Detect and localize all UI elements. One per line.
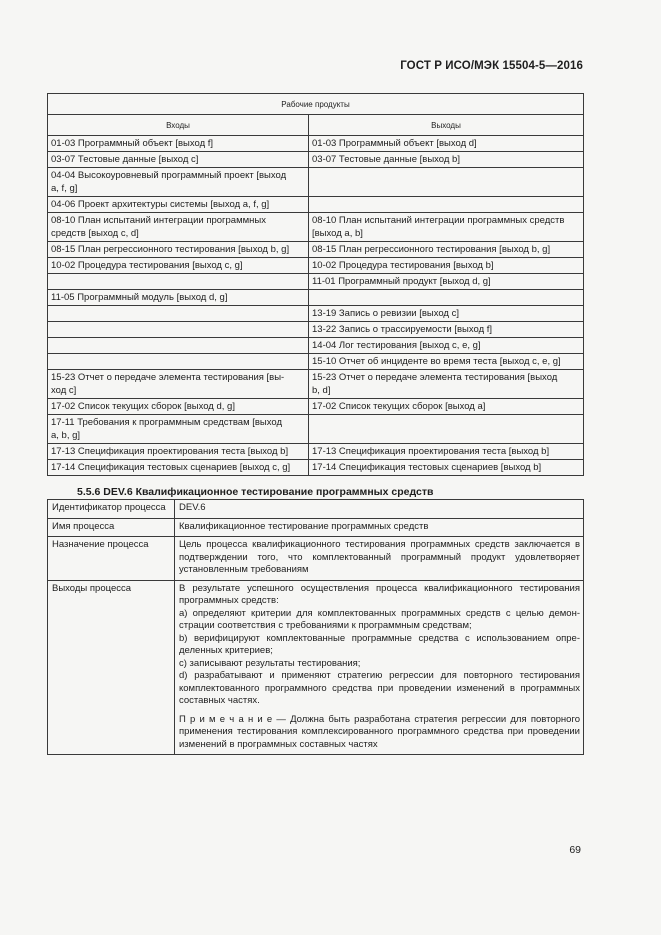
- table-row: [48, 136, 584, 152]
- table-row: [48, 290, 584, 306]
- work-products-table: [47, 93, 584, 476]
- table-row: [48, 370, 584, 399]
- output-cell: 14-04 Лог тестирования [выход c, e, g]: [309, 338, 584, 354]
- process-outcomes-label: Выходы процесса: [48, 580, 175, 755]
- input-cell: [48, 306, 309, 322]
- process-outcomes-cell: [175, 580, 584, 755]
- process-name-label: Имя процесса: [48, 518, 175, 537]
- outcome-item-c: с) записывают результаты тестирования;: [179, 657, 361, 669]
- outcome-item-d: d) разрабатывают и применяют стратегию регрессии для повторного тестирования комплектованного программного средства при проведении изменений в программных составных частях.: [179, 670, 580, 706]
- work-products-title: Рабочие продукты: [48, 94, 584, 115]
- input-cell: 08-15 План регрессионного тестирования [выход b, g]: [48, 242, 309, 258]
- output-cell: 13-22 Запись о трассируемости [выход f]: [309, 322, 584, 338]
- output-cell: 17-13 Спецификация проектирования теста [выход b]: [309, 444, 584, 460]
- section-title: 5.5.6 DEV.6 Квалификационное тестирование программных средств: [77, 486, 434, 498]
- process-row-outcomes: [48, 580, 584, 755]
- table-row: [48, 274, 584, 290]
- process-note: [179, 714, 580, 752]
- outcome-item-a: а) определяют критерии для комплектованных программных средств с целью демонстрации соответствия с требованиями к программным средствам;: [179, 607, 580, 631]
- outputs-header: Выходы: [309, 115, 584, 136]
- table-row: [48, 258, 584, 274]
- table-row: [48, 338, 584, 354]
- standard-header: ГОСТ Р ИСО/МЭК 15504-5—2016: [400, 60, 583, 72]
- output-cell: 10-02 Процедура тестирования [выход b]: [309, 258, 584, 274]
- table-row: [48, 415, 584, 444]
- output-cell: 08-15 План регрессионного тестирования [выход b, g]: [309, 242, 584, 258]
- output-cell: 15-10 Отчет об инциденте во время теста [выход c, e, g]: [309, 354, 584, 370]
- process-row-id: [48, 500, 584, 519]
- note-text: — Должна быть разработана стратегия регрессии для повторного применения тестирования комплексированного программного средства при проведении изменений в программных составных частях: [179, 713, 580, 750]
- input-cell: 04-06 Проект архитектуры системы [выход a, f, g]: [48, 197, 309, 213]
- table-row: [48, 322, 584, 338]
- input-cell: 04-04 Высокоуровневый программный проект [выход a, f, g]: [48, 168, 309, 197]
- outcome-item-b: b) верифицируют комплектованные программные средства с использованием определенных критериев;: [179, 632, 580, 656]
- table-row: [48, 168, 584, 197]
- work-products-body: [48, 136, 584, 476]
- input-cell: 17-02 Список текущих сборок [выход d, g]: [48, 399, 309, 415]
- output-cell: [309, 290, 584, 306]
- input-cell: 15-23 Отчет о передаче элемента тестирования [вы- ход c]: [48, 370, 309, 399]
- process-table: [47, 499, 584, 755]
- table-row: [48, 354, 584, 370]
- table-row: [48, 242, 584, 258]
- input-cell: [48, 322, 309, 338]
- process-purpose-label: Назначение процесса: [48, 537, 175, 581]
- table-row: [48, 197, 584, 213]
- output-cell: 11-01 Программный продукт [выход d, g]: [309, 274, 584, 290]
- process-id-label: Идентификатор процесса: [48, 500, 175, 519]
- note-label: П р и м е ч а н и е: [179, 713, 273, 725]
- input-cell: 17-14 Спецификация тестовых сценариев [выход c, g]: [48, 460, 309, 476]
- output-cell: [309, 415, 584, 444]
- output-cell: [309, 197, 584, 213]
- table-row: [48, 306, 584, 322]
- input-cell: [48, 274, 309, 290]
- page-number: 69: [569, 844, 581, 856]
- input-cell: [48, 338, 309, 354]
- output-cell: [309, 168, 584, 197]
- input-cell: [48, 354, 309, 370]
- table-row: [48, 152, 584, 168]
- output-cell: 17-02 Список текущих сборок [выход a]: [309, 399, 584, 415]
- input-cell: 03-07 Тестовые данные [выход c]: [48, 152, 309, 168]
- input-cell: 17-11 Требования к программным средствам [выход a, b, g]: [48, 415, 309, 444]
- table-row: [48, 444, 584, 460]
- output-cell: 01-03 Программный объект [выход d]: [309, 136, 584, 152]
- output-cell: 15-23 Отчет о передаче элемента тестирования [выход b, d]: [309, 370, 584, 399]
- table-row: [48, 460, 584, 476]
- outcomes-intro: В результате успешного осуществления процесса квалификационного тестирования программных средств:: [179, 582, 580, 606]
- process-row-name: [48, 518, 584, 537]
- input-cell: 11-05 Программный модуль [выход d, g]: [48, 290, 309, 306]
- table-row: [48, 399, 584, 415]
- inputs-header: Входы: [48, 115, 309, 136]
- input-cell: 10-02 Процедура тестирования [выход c, g]: [48, 258, 309, 274]
- output-cell: 17-14 Спецификация тестовых сценариев [выход b]: [309, 460, 584, 476]
- output-cell: 08-10 План испытаний интеграции программных средств [выход a, b]: [309, 213, 584, 242]
- input-cell: 17-13 Спецификация проектирования теста [выход b]: [48, 444, 309, 460]
- input-cell: 01-03 Программный объект [выход f]: [48, 136, 309, 152]
- process-purpose-value: Цель процесса квалификационного тестирования программных средств заключается в подтверждении того, что комплектованный программный продукт удовлетворяет установленным требованиям: [175, 537, 584, 581]
- table-row: [48, 213, 584, 242]
- process-id-value: DEV.6: [175, 500, 584, 519]
- input-cell: 08-10 План испытаний интеграции программных средств [выход c, d]: [48, 213, 309, 242]
- output-cell: 13-19 Запись о ревизии [выход c]: [309, 306, 584, 322]
- process-name-value: Квалификационное тестирование программных средств: [175, 518, 584, 537]
- output-cell: 03-07 Тестовые данные [выход b]: [309, 152, 584, 168]
- process-row-purpose: [48, 537, 584, 581]
